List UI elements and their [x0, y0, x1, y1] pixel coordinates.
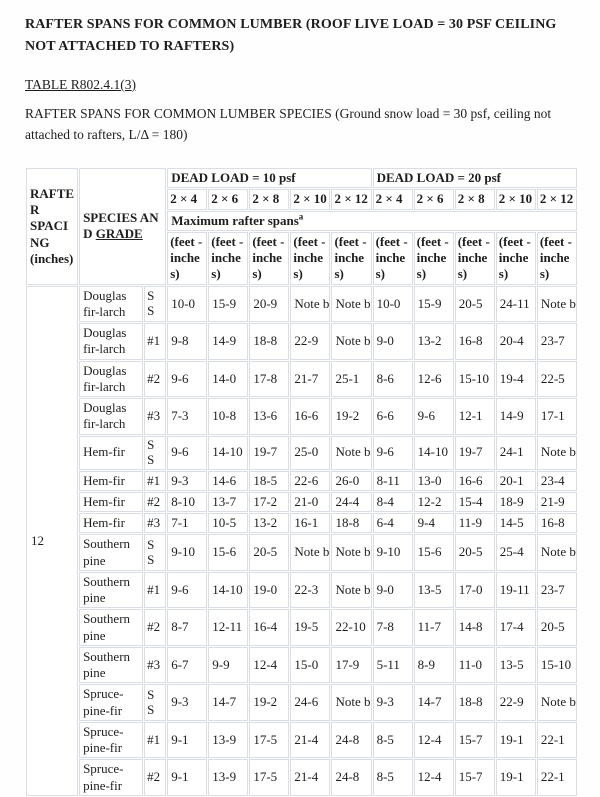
- span-value-cell: 9-6: [167, 361, 207, 398]
- rafter-span-table: [25, 167, 578, 797]
- span-value-cell: 24-1: [496, 436, 536, 470]
- span-value-cell: 9-0: [373, 572, 413, 609]
- span-value-cell: 12-4: [249, 647, 289, 684]
- span-value-cell: 16-8: [455, 323, 495, 360]
- span-value-cell: 25-1: [331, 361, 371, 398]
- span-value-cell: 22-1: [537, 759, 577, 796]
- span-value-cell: 8-9: [414, 647, 454, 684]
- span-value-cell: 6-4: [373, 513, 413, 533]
- table-header: [26, 168, 577, 285]
- span-value-cell: 8-6: [373, 361, 413, 398]
- species-cell: Spruce-pine-fir: [79, 722, 143, 759]
- span-value-cell: 13-9: [208, 722, 248, 759]
- species-cell: Spruce-pine-fir: [79, 759, 143, 796]
- header-size: 2 × 6: [414, 189, 454, 209]
- span-value-cell: 15-10: [455, 361, 495, 398]
- table-row: [26, 647, 577, 684]
- span-value-cell: 24-6: [290, 684, 330, 721]
- span-value-cell: 23-7: [537, 572, 577, 609]
- span-value-cell: 7-8: [373, 609, 413, 646]
- grade-cell: #1: [144, 572, 166, 609]
- species-cell: Douglas fir-larch: [79, 286, 143, 323]
- span-value-cell: 13-7: [208, 492, 248, 512]
- span-value-cell: 19-11: [496, 572, 536, 609]
- span-value-cell: 25-0: [290, 436, 330, 470]
- span-value-cell: 25-4: [496, 534, 536, 571]
- span-value-cell: 9-10: [373, 534, 413, 571]
- span-value-cell: 19-4: [496, 361, 536, 398]
- span-value-cell: 13-2: [249, 513, 289, 533]
- species-and-label: SPECIES AND: [83, 210, 159, 242]
- species-cell: Southern pine: [79, 647, 143, 684]
- span-value-cell: 14-9: [496, 398, 536, 435]
- span-value-cell: Note b: [331, 323, 371, 360]
- span-value-cell: Note b: [331, 684, 371, 721]
- table-row: [26, 722, 577, 759]
- span-value-cell: Note b: [290, 286, 330, 323]
- span-value-cell: Note b: [331, 572, 371, 609]
- span-value-cell: 19-1: [496, 722, 536, 759]
- span-value-cell: 15-0: [290, 647, 330, 684]
- span-value-cell: 13-5: [414, 572, 454, 609]
- span-value-cell: 21-9: [537, 492, 577, 512]
- table-row: [26, 398, 577, 435]
- span-value-cell: 21-4: [290, 722, 330, 759]
- species-cell: Hem-fir: [79, 513, 143, 533]
- header-unit: (feet - inches): [290, 232, 330, 285]
- span-value-cell: 8-11: [373, 471, 413, 491]
- span-value-cell: Note b: [537, 436, 577, 470]
- span-value-cell: 8-7: [167, 609, 207, 646]
- span-value-cell: 14-6: [208, 471, 248, 491]
- span-value-cell: 19-7: [249, 436, 289, 470]
- header-unit: (feet - inches): [414, 232, 454, 285]
- span-value-cell: 6-6: [373, 398, 413, 435]
- span-value-cell: Note b: [537, 534, 577, 571]
- header-unit: (feet - inches): [455, 232, 495, 285]
- span-value-cell: 22-9: [496, 684, 536, 721]
- species-cell: Hem-fir: [79, 436, 143, 470]
- span-value-cell: 8-4: [373, 492, 413, 512]
- header-dead-load-20: DEAD LOAD = 20 psf: [373, 168, 577, 188]
- header-size: 2 × 12: [537, 189, 577, 209]
- span-value-cell: 18-8: [249, 323, 289, 360]
- span-value-cell: 19-5: [290, 609, 330, 646]
- document-title: RAFTER SPANS FOR COMMON LUMBER (ROOF LIVE LOAD = 30 PSF CEILING NOT ATTACHED TO RAFTERS): [25, 17, 557, 55]
- span-value-cell: 9-3: [373, 684, 413, 721]
- span-value-cell: 6-7: [167, 647, 207, 684]
- span-value-cell: 14-0: [208, 361, 248, 398]
- grade-cell: #2: [144, 492, 166, 512]
- span-value-cell: 16-1: [290, 513, 330, 533]
- span-value-cell: 9-10: [167, 534, 207, 571]
- span-value-cell: 7-3: [167, 398, 207, 435]
- table-reference: [25, 76, 578, 94]
- species-cell: Douglas fir-larch: [79, 361, 143, 398]
- span-value-cell: 10-0: [373, 286, 413, 323]
- table-row: [26, 534, 577, 571]
- grade-cell: #3: [144, 513, 166, 533]
- span-value-cell: 12-2: [414, 492, 454, 512]
- table-reference-link[interactable]: TABLE R802.4.1(3): [25, 76, 137, 92]
- species-cell: Southern pine: [79, 572, 143, 609]
- span-value-cell: 9-9: [208, 647, 248, 684]
- span-value-cell: 12-1: [455, 398, 495, 435]
- header-unit: (feet - inches): [496, 232, 536, 285]
- span-value-cell: 14-10: [208, 572, 248, 609]
- span-value-cell: 16-6: [455, 471, 495, 491]
- span-value-cell: 8-5: [373, 759, 413, 796]
- header-unit: (feet - inches): [537, 232, 577, 285]
- grade-cell: #2: [144, 609, 166, 646]
- table-row: [26, 513, 577, 533]
- species-cell: Spruce-pine-fir: [79, 684, 143, 721]
- span-value-cell: 23-4: [537, 471, 577, 491]
- span-value-cell: 21-7: [290, 361, 330, 398]
- span-value-cell: 15-9: [414, 286, 454, 323]
- span-value-cell: 22-1: [537, 722, 577, 759]
- span-value-cell: 12-4: [414, 722, 454, 759]
- table-row: [26, 572, 577, 609]
- span-value-cell: 13-9: [208, 759, 248, 796]
- span-value-cell: 23-7: [537, 323, 577, 360]
- grade-cell: #1: [144, 323, 166, 360]
- span-value-cell: 15-9: [208, 286, 248, 323]
- span-value-cell: 24-11: [496, 286, 536, 323]
- span-value-cell: 24-4: [331, 492, 371, 512]
- table-row: [26, 684, 577, 721]
- species-cell: Southern pine: [79, 609, 143, 646]
- span-value-cell: 15-6: [414, 534, 454, 571]
- grade-cell: SS: [144, 436, 166, 470]
- species-cell: Hem-fir: [79, 471, 143, 491]
- span-value-cell: 10-8: [208, 398, 248, 435]
- span-value-cell: 20-4: [496, 323, 536, 360]
- species-cell: Southern pine: [79, 534, 143, 571]
- grade-cell: #2: [144, 361, 166, 398]
- span-value-cell: 17-1: [537, 398, 577, 435]
- grade-cell: #3: [144, 647, 166, 684]
- header-max-spans: [167, 211, 577, 231]
- table-body: [26, 286, 577, 796]
- header-unit: (feet - inches): [208, 232, 248, 285]
- grade-cell: SS: [144, 684, 166, 721]
- header-unit: (feet - inches): [331, 232, 371, 285]
- span-value-cell: 11-0: [455, 647, 495, 684]
- span-value-cell: 16-4: [249, 609, 289, 646]
- span-value-cell: 9-0: [373, 323, 413, 360]
- span-value-cell: 9-1: [167, 759, 207, 796]
- span-value-cell: 15-4: [455, 492, 495, 512]
- span-value-cell: 17-9: [331, 647, 371, 684]
- span-value-cell: 19-2: [249, 684, 289, 721]
- span-value-cell: 13-0: [414, 471, 454, 491]
- span-value-cell: 26-0: [331, 471, 371, 491]
- span-value-cell: 9-6: [167, 436, 207, 470]
- span-value-cell: 14-10: [208, 436, 248, 470]
- grade-cell: SS: [144, 286, 166, 323]
- span-value-cell: 19-7: [455, 436, 495, 470]
- span-value-cell: 10-0: [167, 286, 207, 323]
- span-value-cell: 15-7: [455, 759, 495, 796]
- span-value-cell: 12-11: [208, 609, 248, 646]
- header-size: 2 × 8: [249, 189, 289, 209]
- span-value-cell: Note b: [331, 534, 371, 571]
- header-size: 2 × 4: [373, 189, 413, 209]
- span-value-cell: Note b: [537, 286, 577, 323]
- span-value-cell: 20-5: [455, 286, 495, 323]
- rafter-spacing-value: 12: [26, 286, 78, 796]
- span-value-cell: 22-5: [537, 361, 577, 398]
- span-value-cell: 20-9: [249, 286, 289, 323]
- span-value-cell: 22-3: [290, 572, 330, 609]
- span-value-cell: 22-9: [290, 323, 330, 360]
- table-row: [26, 436, 577, 470]
- span-value-cell: 9-6: [414, 398, 454, 435]
- header-size: 2 × 12: [331, 189, 371, 209]
- header-rafter-spacing: RAFTER SPACING (inches): [26, 168, 78, 285]
- span-value-cell: 17-2: [249, 492, 289, 512]
- span-value-cell: 18-8: [331, 513, 371, 533]
- span-value-cell: 24-8: [331, 759, 371, 796]
- span-value-cell: 9-4: [414, 513, 454, 533]
- span-value-cell: 14-5: [496, 513, 536, 533]
- span-value-cell: 20-5: [249, 534, 289, 571]
- span-value-cell: 21-0: [290, 492, 330, 512]
- span-value-cell: 5-11: [373, 647, 413, 684]
- span-value-cell: Note b: [290, 534, 330, 571]
- table-row: [26, 286, 577, 323]
- span-value-cell: 13-5: [496, 647, 536, 684]
- span-value-cell: 13-6: [249, 398, 289, 435]
- table-row: [26, 471, 577, 491]
- grade-cell: #3: [144, 398, 166, 435]
- span-value-cell: 11-7: [414, 609, 454, 646]
- span-value-cell: Note b: [331, 286, 371, 323]
- header-unit: (feet - inches): [249, 232, 289, 285]
- footnote-a-marker: a: [298, 211, 304, 222]
- header-dead-load-10: DEAD LOAD = 10 psf: [167, 168, 371, 188]
- span-value-cell: 17-4: [496, 609, 536, 646]
- table-caption: RAFTER SPANS FOR COMMON LUMBER SPECIES (Ground snow load = 30 psf, ceiling not attached to rafters, L/Δ = 180): [25, 106, 552, 143]
- species-cell: Douglas fir-larch: [79, 398, 143, 435]
- header-size: 2 × 6: [208, 189, 248, 209]
- grade-link[interactable]: GRADE: [95, 226, 143, 242]
- span-value-cell: 7-1: [167, 513, 207, 533]
- span-value-cell: 21-4: [290, 759, 330, 796]
- span-value-cell: 12-6: [414, 361, 454, 398]
- species-cell: Hem-fir: [79, 492, 143, 512]
- span-value-cell: 20-1: [496, 471, 536, 491]
- span-value-cell: 15-7: [455, 722, 495, 759]
- span-value-cell: 17-5: [249, 722, 289, 759]
- span-value-cell: 18-8: [455, 684, 495, 721]
- table-row: [26, 759, 577, 796]
- span-value-cell: 9-8: [167, 323, 207, 360]
- span-value-cell: 17-0: [455, 572, 495, 609]
- span-value-cell: 11-9: [455, 513, 495, 533]
- span-value-cell: 18-9: [496, 492, 536, 512]
- header-size: 2 × 10: [290, 189, 330, 209]
- span-value-cell: 24-8: [331, 722, 371, 759]
- span-value-cell: 19-0: [249, 572, 289, 609]
- header-row-groups: [26, 168, 577, 188]
- span-value-cell: 10-5: [208, 513, 248, 533]
- span-value-cell: Note b: [537, 684, 577, 721]
- grade-cell: #2: [144, 759, 166, 796]
- header-species-grade: [79, 168, 166, 285]
- span-value-cell: 14-8: [455, 609, 495, 646]
- span-value-cell: 16-6: [290, 398, 330, 435]
- header-size: 2 × 8: [455, 189, 495, 209]
- grade-cell: SS: [144, 534, 166, 571]
- span-value-cell: 20-5: [537, 609, 577, 646]
- span-value-cell: 8-5: [373, 722, 413, 759]
- span-value-cell: 14-7: [208, 684, 248, 721]
- grade-cell: #1: [144, 722, 166, 759]
- max-spans-label: Maximum rafter spans: [171, 212, 299, 228]
- span-value-cell: 17-5: [249, 759, 289, 796]
- span-value-cell: 15-10: [537, 647, 577, 684]
- span-value-cell: 18-5: [249, 471, 289, 491]
- table-row: [26, 323, 577, 360]
- header-unit: (feet - inches): [373, 232, 413, 285]
- span-value-cell: 12-4: [414, 759, 454, 796]
- grade-cell: #1: [144, 471, 166, 491]
- span-value-cell: 9-6: [373, 436, 413, 470]
- table-row: [26, 609, 577, 646]
- span-value-cell: 22-10: [331, 609, 371, 646]
- span-value-cell: 9-3: [167, 471, 207, 491]
- span-value-cell: 15-6: [208, 534, 248, 571]
- span-value-cell: 20-5: [455, 534, 495, 571]
- span-value-cell: 16-8: [537, 513, 577, 533]
- header-unit: (feet - inches): [167, 232, 207, 285]
- span-value-cell: 14-10: [414, 436, 454, 470]
- span-value-cell: 8-10: [167, 492, 207, 512]
- span-value-cell: Note b: [331, 436, 371, 470]
- span-value-cell: 17-8: [249, 361, 289, 398]
- span-value-cell: 19-2: [331, 398, 371, 435]
- header-size: 2 × 4: [167, 189, 207, 209]
- span-value-cell: 13-2: [414, 323, 454, 360]
- span-value-cell: 14-7: [414, 684, 454, 721]
- species-cell: Douglas fir-larch: [79, 323, 143, 360]
- span-value-cell: 14-9: [208, 323, 248, 360]
- span-value-cell: 22-6: [290, 471, 330, 491]
- span-value-cell: 19-1: [496, 759, 536, 796]
- span-value-cell: 9-1: [167, 722, 207, 759]
- table-row: [26, 492, 577, 512]
- header-size: 2 × 10: [496, 189, 536, 209]
- table-row: [26, 361, 577, 398]
- span-value-cell: 9-6: [167, 572, 207, 609]
- span-value-cell: 9-3: [167, 684, 207, 721]
